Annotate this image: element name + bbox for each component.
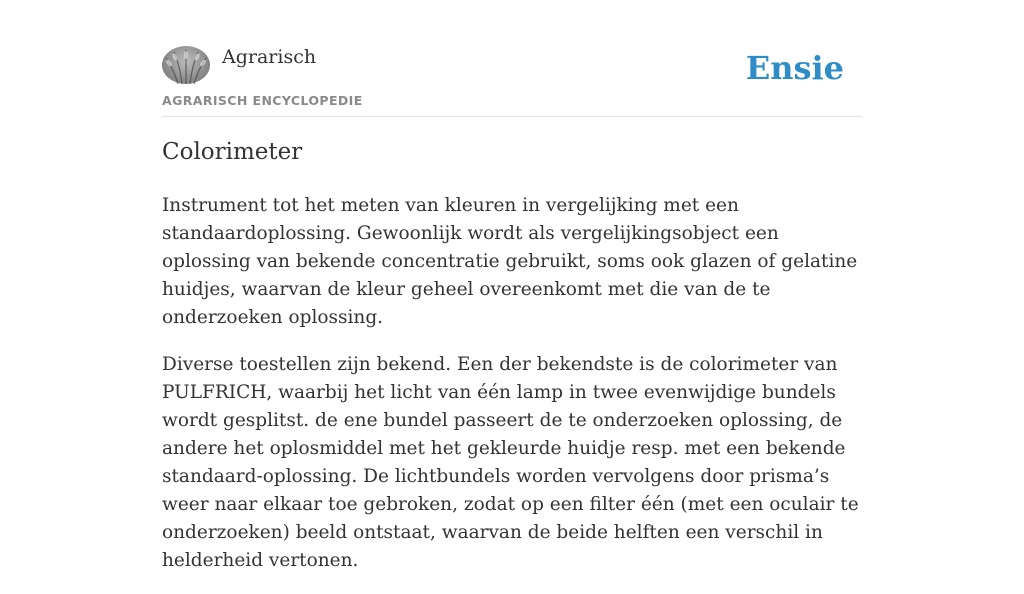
article-body: [162, 192, 862, 594]
article-paragraph: Diverse toestellen zijn bekend. Een der bekendste is de colorimeter van PULFRICH, waarbij het licht van één lamp in twee evenwijdige bundels wordt gesplitst. de ene bundel passeert de te onderzoeken oplossing, de andere het oplosmiddel met het gekleurde huidje resp. met een bekende standaard-oplossing. De lichtbundels worden vervolgens door prisma’s weer naar elkaar toe gebroken, zodat op een filter één (met een oculair te onderzoeken) beeld ontstaat, waarvan de beide helften een verschil in helderheid vertonen.: [162, 354, 859, 571]
book-subtitle: AGRARISCH ENCYCLOPEDIE: [162, 93, 363, 108]
article-paragraph: Instrument tot het meten van kleuren in vergelijking met een standaardoplossing. Gewoonlijk wordt als vergelijkingsobject een oplossing van bekende concentratie gebruikt, soms ook glazen of gelatine huidjes, waarvan de kleur geheel overeenkomt met die van de te onderzoeken oplossing.: [162, 195, 858, 328]
book-title[interactable]: Agrarisch: [222, 46, 317, 68]
entry-title: Colorimeter: [162, 139, 303, 165]
header: [162, 46, 862, 117]
ensie-logo-link[interactable]: Ensie: [745, 49, 844, 87]
wheat-logo-icon[interactable]: [162, 46, 210, 84]
